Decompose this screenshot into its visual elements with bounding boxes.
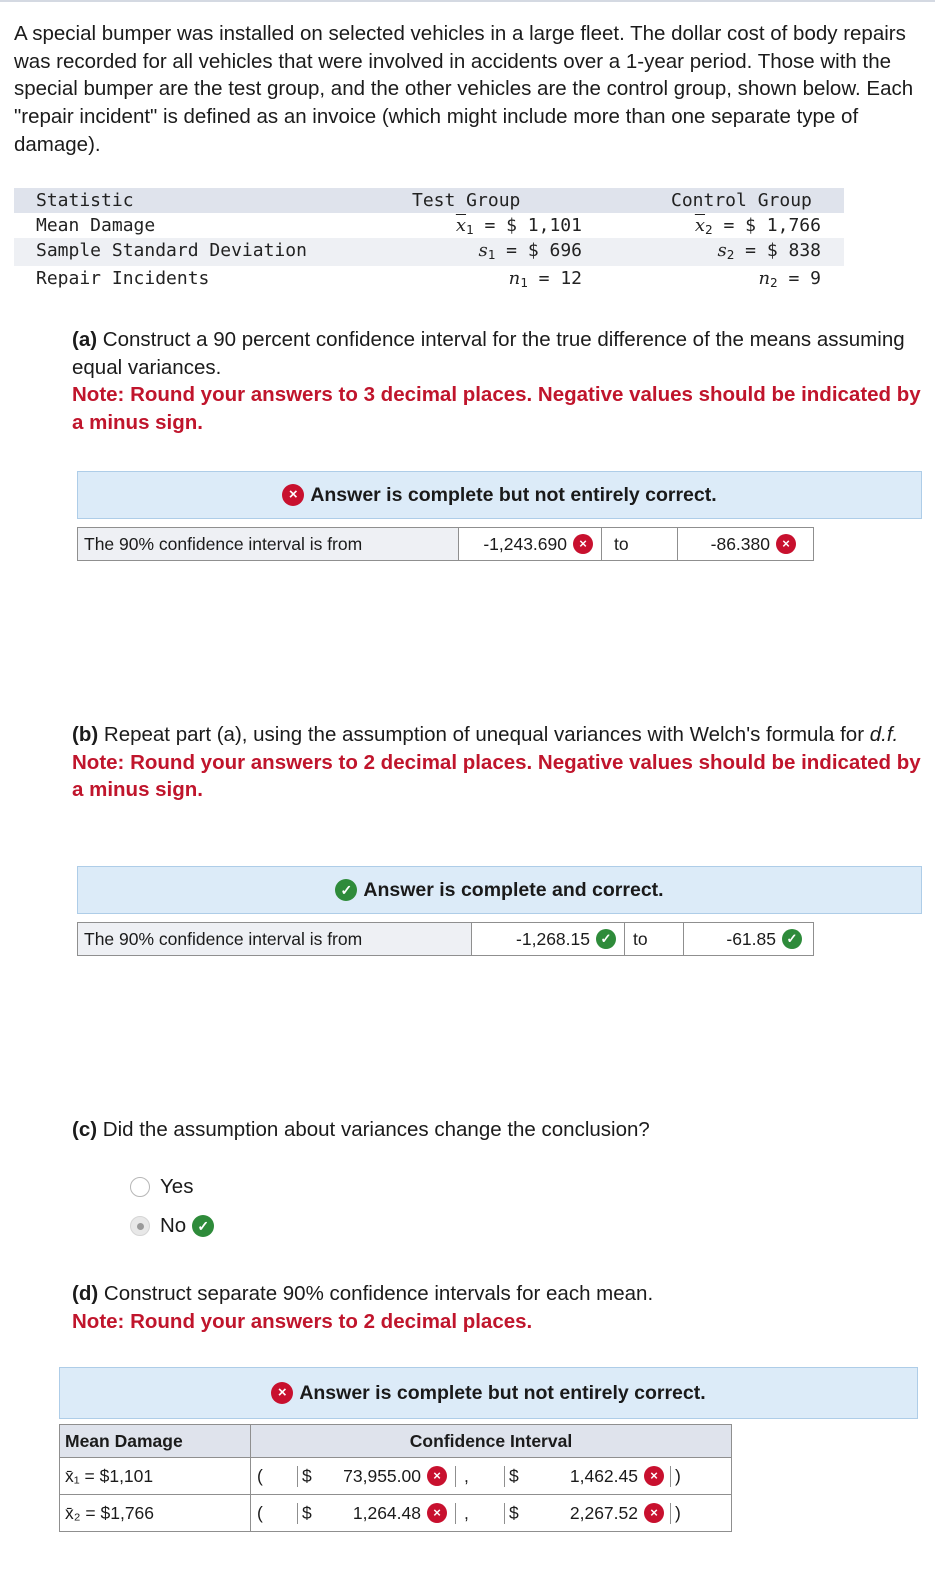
part-a-lower-input[interactable]: -1,243.690 ×: [459, 528, 602, 560]
test-std-dev: $s_1$ = $ 696: [478, 240, 582, 262]
part-d-question: (d) Construct separate 90% confidence intervals for each mean. Note: Round your answers to 2 decimal places.: [72, 1282, 654, 1333]
control-mean: $\overline{x}_2$ = $ 1,766: [694, 215, 821, 237]
row-label: Mean Damage: [36, 215, 156, 236]
header-test-group: Test Group: [412, 190, 521, 211]
incorrect-icon: ×: [644, 1466, 664, 1486]
mean-1-interval: ( $ 73,955.00 × , $ 1,462.45 × ): [251, 1458, 732, 1495]
control-std-dev: $s_2$ = $ 838: [717, 240, 821, 262]
correct-icon: ✓: [596, 929, 616, 949]
correct-icon: ✓: [782, 929, 802, 949]
answer-label: The 90% confidence interval is from: [78, 923, 472, 955]
part-b-status-banner: ✓ Answer is complete and correct.: [77, 866, 922, 914]
option-yes[interactable]: Yes: [130, 1175, 193, 1199]
header-statistic: Statistic: [36, 190, 134, 211]
part-a-answer-row: [77, 527, 814, 561]
table-row: [60, 1495, 732, 1532]
part-c-question: (c) Did the assumption about variances change the conclusion?: [72, 1118, 650, 1141]
incorrect-icon: ×: [776, 534, 796, 554]
part-a-upper-input[interactable]: -86.380 ×: [678, 528, 804, 560]
to-label: to: [602, 528, 678, 560]
test-mean: $\overline{x}_1$ = $ 1,101: [455, 215, 582, 237]
row-std-dev: [14, 238, 844, 266]
correct-icon: ✓: [192, 1215, 214, 1237]
part-d-status-banner: × Answer is complete but not entirely correct.: [59, 1367, 918, 1419]
header-control-group: Control Group: [671, 190, 812, 211]
mean-2-interval: ( $ 1,264.48 × , $ 2,267.52 × ): [251, 1495, 732, 1532]
part-b-question: (b) Repeat part (a), using the assumption of unequal variances with Welch's formula for d.f. Note: Round your answers to 2 decimal places. Negative values should be indicated by a minus sign.: [72, 723, 921, 802]
option-no[interactable]: No ✓: [130, 1214, 220, 1238]
mean-1-lower-input[interactable]: 73,955.00 ×: [332, 1466, 447, 1487]
incorrect-icon: ×: [427, 1503, 447, 1523]
part-a-question: (a) Construct a 90 percent confidence interval for the true difference of the means assuming equal variances. Note: Round your answers to 3 decimal places. Negative values should be indicated by a minus sign.: [72, 328, 921, 435]
part-a-status-banner: × Answer is complete but not entirely correct.: [77, 471, 922, 519]
mean-2-label: x̄₂ = $1,766: [60, 1495, 251, 1532]
test-n: $n_1 = 12$: [508, 268, 582, 290]
part-b-upper-input[interactable]: -61.85 ✓: [684, 923, 810, 955]
radio-yes[interactable]: [130, 1177, 150, 1197]
problem-intro: A special bumper was installed on selected vehicles in a large fleet. The dollar cost of body repairs was recorded for all vehicles that were involved in accidents over a 1-year period. Those with the special bumper are the test group, and the other vehicles are the control group, shown below. Each "repair incident" is defined as an invoice (which might include more than one separate type of damage).: [14, 22, 914, 156]
header-confidence-interval: Confidence Interval: [251, 1425, 732, 1458]
part-d-note: Note: Round your answers to 2 decimal places.: [72, 1309, 533, 1333]
row-mean-damage: [14, 213, 844, 238]
correct-icon: ✓: [335, 879, 357, 901]
part-b-answer-row: [77, 922, 814, 956]
statistics-table: [14, 188, 844, 295]
radio-no-selected[interactable]: [130, 1216, 150, 1236]
to-label: to: [625, 923, 684, 955]
incorrect-icon: ×: [427, 1466, 447, 1486]
row-label: Repair Incidents: [36, 268, 210, 289]
mean-1-label: x̄₁ = $1,101: [60, 1458, 251, 1495]
row-label: Sample Standard Deviation: [36, 240, 307, 261]
statistics-header-row: [14, 188, 844, 213]
mean-2-upper-input[interactable]: 2,267.52 ×: [539, 1503, 664, 1524]
part-d-header-row: [60, 1425, 732, 1458]
incorrect-icon: ×: [271, 1382, 293, 1404]
part-b-lower-input[interactable]: -1,268.15 ✓: [472, 923, 625, 955]
mean-2-lower-input[interactable]: 1,264.48 ×: [332, 1503, 447, 1524]
control-n: $n_2 = 9$: [758, 268, 821, 290]
table-row: [60, 1458, 732, 1495]
answer-label: The 90% confidence interval is from: [78, 528, 459, 560]
part-d-table: [59, 1424, 732, 1532]
top-divider: [0, 0, 935, 2]
incorrect-icon: ×: [282, 484, 304, 506]
header-mean-damage: Mean Damage: [60, 1425, 251, 1458]
row-repair-incidents: [14, 266, 844, 295]
incorrect-icon: ×: [573, 534, 593, 554]
incorrect-icon: ×: [644, 1503, 664, 1523]
mean-1-upper-input[interactable]: 1,462.45 ×: [539, 1466, 664, 1487]
part-a-note: Note: Round your answers to 3 decimal places. Negative values should be indicated by a minus sign.: [72, 383, 921, 435]
part-b-note: Note: Round your answers to 2 decimal places. Negative values should be indicated by a minus sign.: [72, 750, 921, 802]
